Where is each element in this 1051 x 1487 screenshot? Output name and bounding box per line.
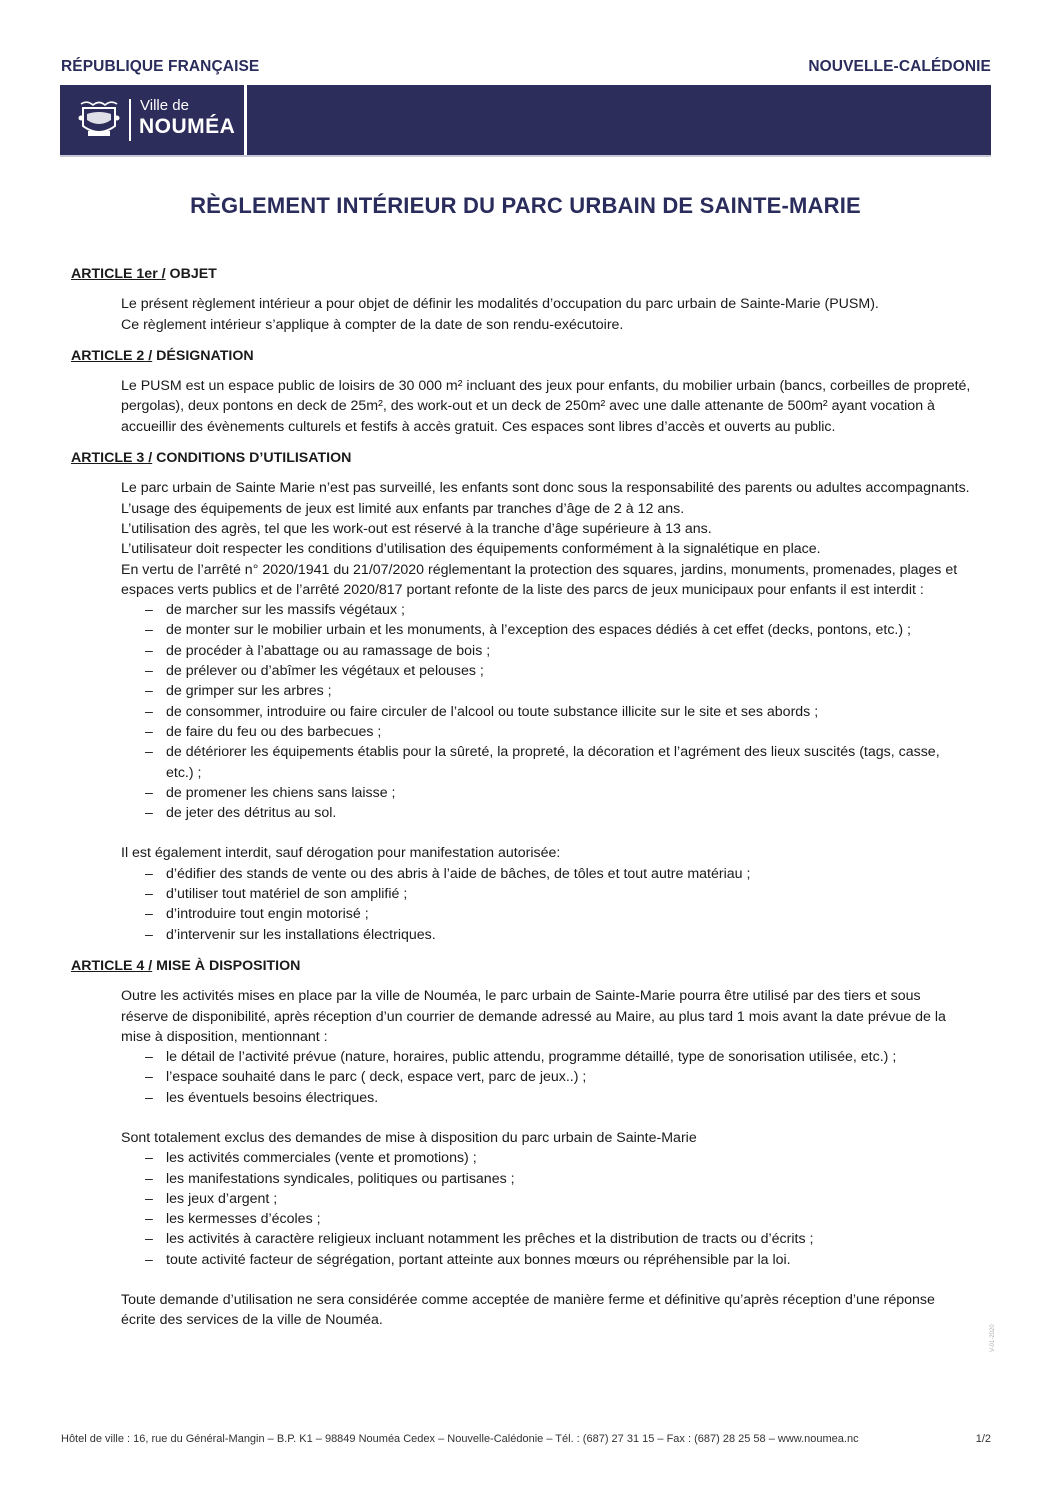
article-heading bbox=[71, 346, 971, 366]
list-item: – de consommer, introduire ou faire circuler de l’alcool ou toute substance illicite sur le site et ses abords ; bbox=[166, 702, 971, 722]
list-item: – de marcher sur les massifs végétaux ; bbox=[166, 600, 971, 620]
page-number: 1/2 bbox=[975, 1433, 991, 1445]
paragraph: Il est également interdit, sauf dérogation pour manifestation autorisée: bbox=[121, 845, 561, 862]
list-item: – d’introduire tout engin motorisé ; bbox=[166, 904, 971, 924]
paragraph: Le PUSM est un espace public de loisirs de 30 000 m² incluant des jeux pour enfants, du mobilier urbain (bancs, corbeilles de propreté, pergolas), deux pontons en deck de 25m², des work-out et un deck de 250m² avec une dalle attenante de 500m² ayant vocation à accueillir des évènements culturels et festifs à accès gratuit. Ces espaces sont libres d’accès et ouverts au public. bbox=[121, 378, 971, 435]
list-item: – le détail de l’activité prévue (nature, horaires, public attendu, programme détaillé, type de sonorisation utilisée, etc.) ; bbox=[166, 1047, 971, 1067]
noumea-crest-icon bbox=[77, 100, 121, 140]
footer-address: Hôtel de ville : 16, rue du Général-Mangin – B.P. K1 – 98849 Nouméa Cedex – Nouvelle-Calédonie – Tél. : (687) 27 31 15 – Fax : (687) 28 25 58 – www.noumea.nc bbox=[61, 1433, 859, 1445]
article-heading bbox=[71, 956, 971, 976]
list-item: – de monter sur le mobilier urbain et les monuments, à l’exception des espaces dédiés à cet effet (decks, pontons, etc.) ; bbox=[166, 620, 971, 640]
article-title: OBJET bbox=[165, 266, 217, 282]
paragraph: Sont totalement exclus des demandes de mise à disposition du parc urbain de Sainte-Marie bbox=[121, 1129, 697, 1146]
banner-rule bbox=[60, 155, 991, 157]
article-number: ARTICLE 2 / bbox=[71, 347, 153, 364]
list-item: – de promener les chiens sans laisse ; bbox=[166, 783, 971, 803]
paragraph: Toute demande d’utilisation ne sera considérée comme acceptée de manière ferme et définitive qu’après réception d’une réponse écrite des services de la ville de Nouméa. bbox=[121, 1292, 935, 1329]
paragraph: Outre les activités mises en place par la ville de Nouméa, le parc urbain de Sainte-Marie pourra être utilisé par des tiers et sous réserve de disponibilité, après réception d’un courrier de demande adressé au Maire, au plus tard 1 mois avant la date prévue de la mise à disposition, mentionnant : bbox=[121, 988, 946, 1045]
list-item: – les activités commerciales (vente et promotions) ; bbox=[166, 1148, 971, 1168]
paragraph: L’utilisation des agrès, tel que les work-out est réservé à la tranche d’âge supérieure à 13 ans. bbox=[121, 520, 712, 537]
article-3 bbox=[71, 448, 971, 945]
paragraph: Le présent règlement intérieur a pour objet de définir les modalités d’occupation du parc urbain de Sainte-Marie (PUSM). bbox=[121, 296, 879, 313]
list-item: – d’utiliser tout matériel de son amplifié ; bbox=[166, 884, 971, 904]
article-4 bbox=[71, 956, 971, 1331]
list-item: – de jeter des détritus au sol. bbox=[166, 803, 971, 823]
list-item: – de prélever ou d’abîmer les végétaux et pelouses ; bbox=[166, 661, 971, 681]
region-label: NOUVELLE-CALÉDONIE bbox=[808, 58, 991, 75]
article-heading bbox=[71, 264, 971, 284]
request-details-list bbox=[121, 1047, 971, 1108]
document-body bbox=[71, 264, 971, 1342]
paragraph: Ce règlement intérieur s’applique à compter de la date de son rendu-exécutoire. bbox=[121, 316, 624, 333]
logo-ville-de: Ville de bbox=[140, 97, 189, 114]
version-tag: V-01-2020 bbox=[990, 1324, 996, 1352]
logo-separator bbox=[129, 99, 131, 141]
document-title: RÈGLEMENT INTÉRIEUR DU PARC URBAIN DE SAINTE-MARIE bbox=[190, 193, 861, 218]
list-item: – de faire du feu ou des barbecues ; bbox=[166, 722, 971, 742]
article-1 bbox=[71, 264, 971, 335]
excluded-activities-list bbox=[121, 1148, 971, 1270]
logo-noumea: NOUMÉA bbox=[139, 115, 236, 138]
list-item: – les jeux d’argent ; bbox=[166, 1189, 971, 1209]
article-number: ARTICLE 3 / bbox=[71, 450, 153, 467]
paragraph: Le parc urbain de Sainte Marie n’est pas surveillé, les enfants sont donc sous la responsabilité des parents ou adultes accompagnants. bbox=[121, 480, 970, 497]
list-item: – toute activité facteur de ségrégation, portant atteinte aux bonnes mœurs ou répréhensible par la loi. bbox=[166, 1250, 971, 1270]
list-item: – les kermesses d’écoles ; bbox=[166, 1209, 971, 1229]
derogation-list bbox=[121, 864, 971, 945]
paragraph: L’utilisateur doit respecter les conditions d’utilisation des équipements conformément à la signalétique en place. bbox=[121, 541, 821, 558]
article-heading bbox=[71, 448, 971, 468]
city-logo bbox=[60, 85, 247, 155]
article-title: MISE À DISPOSITION bbox=[152, 957, 301, 974]
list-item: – l’espace souhaité dans le parc ( deck, espace vert, parc de jeux..) ; bbox=[166, 1067, 971, 1087]
article-number: ARTICLE 1er / bbox=[71, 266, 166, 282]
paragraph: En vertu de l’arrêté n° 2020/1941 du 21/07/2020 réglementant la protection des squares, jardins, monuments, promenades, plages et espaces verts publics et de l’arrêté 2020/817 portant refonte de la liste des parcs de jeux municipaux pour enfants il est interdit : bbox=[121, 561, 958, 598]
list-item: – de procéder à l’abattage ou au ramassage de bois ; bbox=[166, 641, 971, 661]
list-item: – de grimper sur les arbres ; bbox=[166, 681, 971, 701]
page-footer bbox=[61, 1433, 991, 1445]
article-title: CONDITIONS D’UTILISATION bbox=[152, 450, 352, 467]
republique-label: RÉPUBLIQUE FRANÇAISE bbox=[61, 58, 260, 75]
article-2 bbox=[71, 346, 971, 437]
list-item: – de détériorer les équipements établis pour la sûreté, la propreté, la décoration et l’agrément des lieux suscités (tags, casse, etc.) ; bbox=[166, 742, 971, 783]
list-item: – les activités à caractère religieux incluant notamment les prêches et la distribution de tracts ou d’écrits ; bbox=[166, 1229, 971, 1249]
top-header bbox=[61, 58, 991, 82]
list-item: – les éventuels besoins électriques. bbox=[166, 1088, 971, 1108]
list-item: – les manifestations syndicales, politiques ou partisanes ; bbox=[166, 1169, 971, 1189]
list-item: – d’intervenir sur les installations électriques. bbox=[166, 925, 971, 945]
article-number: ARTICLE 4 / bbox=[71, 957, 153, 974]
prohibitions-list bbox=[121, 600, 971, 823]
article-title: DÉSIGNATION bbox=[152, 347, 254, 364]
header-banner bbox=[60, 85, 991, 155]
paragraph: L’usage des équipements de jeux est limité aux enfants par tranches d’âge de 2 à 12 ans. bbox=[121, 500, 685, 517]
list-item: – d’édifier des stands de vente ou des abris à l’aide de bâches, de tôles et tout autre matériau ; bbox=[166, 864, 971, 884]
